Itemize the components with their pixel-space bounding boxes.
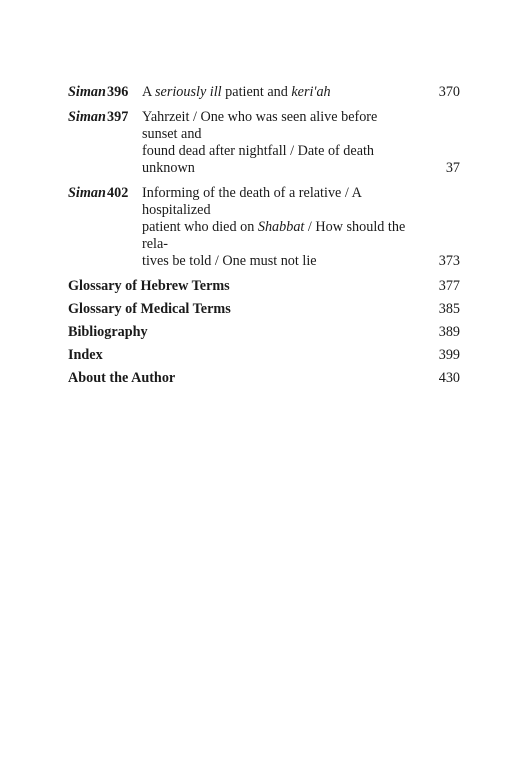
toc-entry-siman-396: [68, 84, 460, 101]
siman-label: Siman 397: [68, 109, 129, 125]
section-title: About the Author: [68, 370, 176, 386]
toc-entry-siman-402: [68, 185, 460, 270]
entry-description: A seriously ill patient and keri'ah: [142, 84, 331, 100]
table-of-contents: [68, 84, 460, 387]
page-number: 37: [445, 160, 460, 176]
page-number: 399: [438, 347, 460, 363]
page-number: 385: [438, 301, 460, 317]
toc-entry-siman-397: [68, 109, 460, 177]
page-number: 377: [438, 278, 460, 294]
toc-section-bibliography: [68, 324, 460, 341]
entry-description: Informing of the death of a relative / A hospitalized patient who died on Shabbat / How should the rela- tives be told / One must not lie: [142, 185, 406, 269]
toc-section-glossary-hebrew: [68, 278, 460, 295]
toc-section-about-author: [68, 370, 460, 387]
toc-section-index: [68, 347, 460, 364]
siman-label: Siman 402: [68, 185, 129, 201]
section-title: Bibliography: [68, 324, 148, 340]
page-number: 430: [438, 370, 460, 386]
toc-section-glossary-medical: [68, 301, 460, 318]
page-number: 370: [438, 84, 460, 100]
page-number: 389: [438, 324, 460, 340]
siman-label: Siman 396: [68, 84, 129, 100]
section-title: Glossary of Hebrew Terms: [68, 278, 230, 294]
section-title: Glossary of Medical Terms: [68, 301, 231, 317]
page-number: 373: [438, 253, 460, 269]
section-title: Index: [68, 347, 103, 363]
entry-description: Yahrzeit / One who was seen alive before sunset and found dead after nightfall / Date of death unknown: [142, 109, 378, 176]
